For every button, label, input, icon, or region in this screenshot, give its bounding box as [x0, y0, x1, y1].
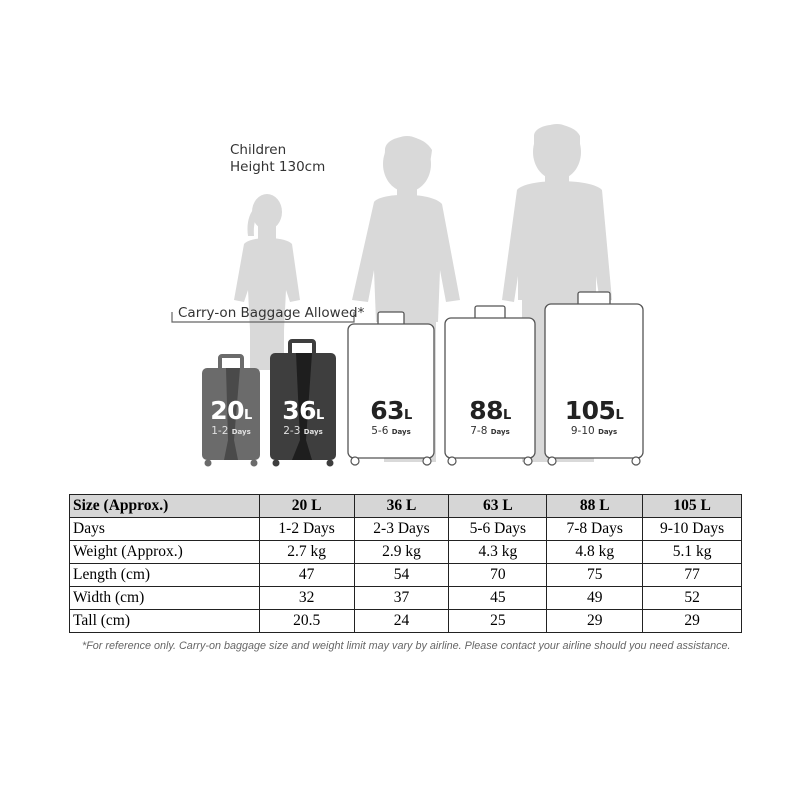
children-label-line1: Children	[230, 142, 287, 158]
header-88l: 88 L	[547, 495, 643, 518]
header-20l: 20 L	[259, 495, 354, 518]
header-36l: 36 L	[354, 495, 449, 518]
footnote-disclaimer: *For reference only. Carry-on baggage size and weight limit may vary by airline. Please contact your airline should you need assistance.	[82, 640, 731, 652]
volume-number: 63	[370, 396, 404, 425]
volume-unit: L	[503, 408, 511, 423]
row-label: Days	[70, 518, 260, 541]
days-unit: Days	[231, 428, 251, 436]
table-cell: 37	[354, 587, 449, 610]
table-cell: 2-3 Days	[354, 518, 449, 541]
days-unit: Days	[391, 428, 411, 436]
row-label: Width (cm)	[70, 587, 260, 610]
table-cell: 4.8 kg	[547, 541, 643, 564]
header-105l: 105 L	[643, 495, 742, 518]
children-height-label	[230, 142, 325, 176]
table-cell: 7-8 Days	[547, 518, 643, 541]
table-cell: 29	[643, 610, 742, 633]
suitcase-105l-graphic	[545, 292, 643, 465]
volume-number: 20	[210, 396, 244, 425]
volume-unit: L	[316, 408, 324, 423]
children-label-line2: Height 130cm	[230, 159, 326, 175]
size-spec-table	[69, 494, 742, 633]
volume-number: 36	[282, 396, 316, 425]
table-cell: 70	[449, 564, 547, 587]
days-range: 9-10	[570, 425, 595, 437]
table-cell: 32	[259, 587, 354, 610]
table-cell: 1-2 Days	[259, 518, 354, 541]
table-cell: 75	[547, 564, 643, 587]
volume-unit: L	[244, 408, 252, 423]
table-cell: 49	[547, 587, 643, 610]
days-unit: Days	[598, 428, 618, 436]
suitcase-88l-graphic	[445, 306, 535, 465]
days-range: 7-8	[470, 425, 488, 437]
suitcase-105l-label	[545, 396, 643, 437]
table-cell: 5.1 kg	[643, 541, 742, 564]
volume-number: 88	[469, 396, 503, 425]
table-cell: 45	[449, 587, 547, 610]
suitcase-63l-graphic	[348, 312, 434, 465]
table-row-width	[70, 587, 742, 610]
table-row-tall	[70, 610, 742, 633]
suitcase-36l-label	[270, 396, 336, 437]
table-row-days	[70, 518, 742, 541]
table-cell: 52	[643, 587, 742, 610]
table-cell: 2.9 kg	[354, 541, 449, 564]
table-cell: 2.7 kg	[259, 541, 354, 564]
table-cell: 9-10 Days	[643, 518, 742, 541]
header-size: Size (Approx.)	[70, 495, 260, 518]
suitcase-63l-label	[348, 396, 434, 437]
carry-on-label: Carry-on Baggage Allowed*	[178, 305, 365, 321]
table-cell: 5-6 Days	[449, 518, 547, 541]
volume-number: 105	[564, 396, 616, 425]
days-unit: Days	[303, 428, 323, 436]
table-cell: 77	[643, 564, 742, 587]
table-cell: 25	[449, 610, 547, 633]
suitcase-20l-label	[202, 396, 260, 437]
suitcase-88l-label	[445, 396, 535, 437]
table-cell: 24	[354, 610, 449, 633]
table-cell: 4.3 kg	[449, 541, 547, 564]
days-range: 5-6	[371, 425, 389, 437]
row-label: Tall (cm)	[70, 610, 260, 633]
header-63l: 63 L	[449, 495, 547, 518]
volume-unit: L	[615, 408, 624, 423]
days-unit: Days	[490, 428, 510, 436]
table-header-row	[70, 495, 742, 518]
table-cell: 54	[354, 564, 449, 587]
table-cell: 47	[259, 564, 354, 587]
days-range: 1-2	[211, 425, 229, 437]
days-range: 2-3	[283, 425, 301, 437]
row-label: Weight (Approx.)	[70, 541, 260, 564]
table-row-length	[70, 564, 742, 587]
table-row-weight	[70, 541, 742, 564]
volume-unit: L	[404, 408, 412, 423]
row-label: Length (cm)	[70, 564, 260, 587]
table-cell: 29	[547, 610, 643, 633]
table-cell: 20.5	[259, 610, 354, 633]
